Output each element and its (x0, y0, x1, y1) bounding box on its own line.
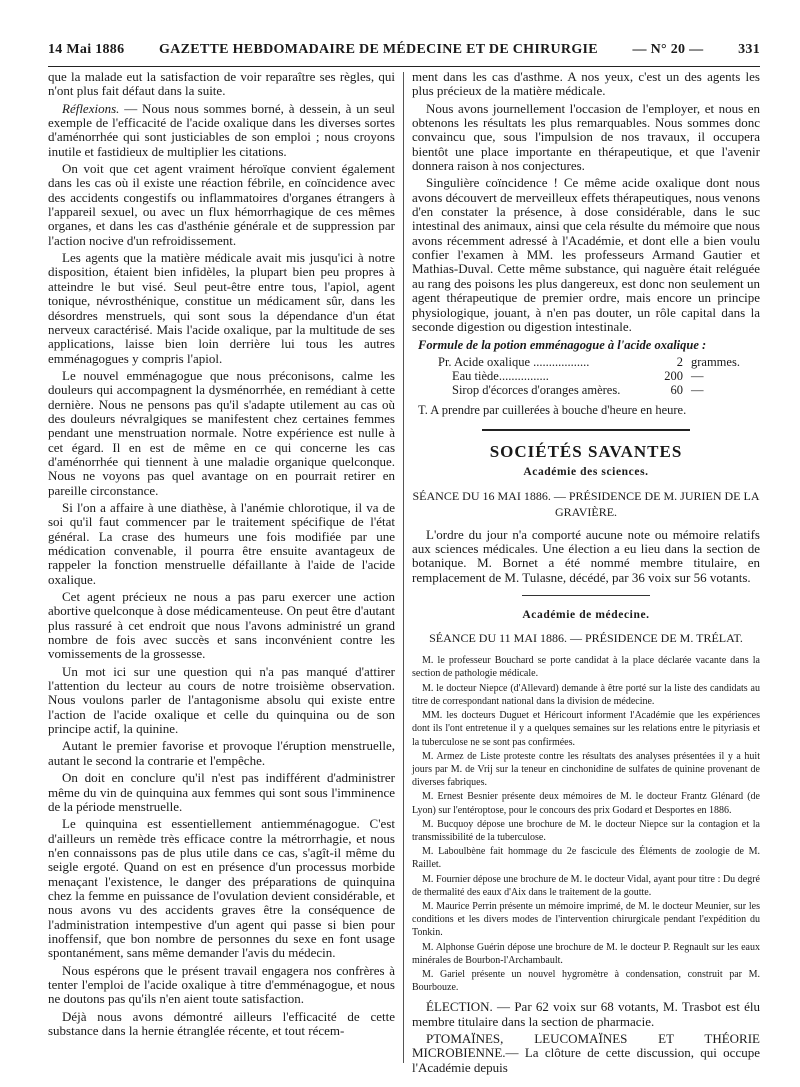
paragraph: Cet agent précieux ne nous a pas paru exercer une action abortive quelconque à dose médicamenteuse. On peut être d'autant plus rassuré à cet endroit que nous l'avons administré un grand nombre de fois avec succès et sans inconvénient contre les vomissements de la grossesse. (48, 589, 395, 662)
formula-note: T. A prendre par cuillerées à bouche d'heure en heure. (418, 402, 687, 417)
formula-unit: grammes. (691, 354, 740, 369)
formula-unit: — (691, 368, 704, 383)
section-title: SOCIÉTÉS SAVANTES (489, 441, 683, 461)
column-divider (403, 72, 404, 1063)
header-date: 14 Mai 1886 (48, 42, 125, 57)
minutes-entry: M. Gariel présente un nouvel hygromètre à condensation, construit par M. Bourbouze. (412, 968, 760, 994)
left-column (48, 70, 395, 1067)
paragraph: Autant le premier favorise et provoque l'éruption menstruelle, autant le second la contrarie et l'empêche. (48, 738, 395, 768)
paragraph: Nous espérons que le présent travail engagera nos confrères à tenter l'emploi de l'acide oxalique à titre d'emménagogue, et nous ne doutons pas qu'ils n'en aient toute satisfaction. (48, 962, 395, 1007)
formula-item: Pr. Acide oxalique .................. (438, 354, 590, 369)
seance-heading: SÉANCE DU 11 MAI 1886. — PRÉSIDENCE DE M. TRÉLAT. (429, 631, 743, 646)
header-page-number: 331 (738, 42, 760, 57)
formula-table (438, 355, 760, 397)
reflexions-label: Réflexions. (62, 100, 120, 116)
minutes-entry: M. Fournier dépose une brochure de M. le docteur Vidal, ayant pour titre : Du degré de thermalité des eaux d'Aix dans le traitement de la goutte. (412, 873, 760, 898)
minutes-entry: M. Alphonse Guérin dépose une brochure de M. le docteur P. Regnault sur les eaux minérales de Bourbon-l'Archambault. (412, 941, 760, 966)
formula-row (438, 355, 760, 369)
paragraph: L'ordre du jour n'a comporté aucune note ou mémoire relatifs aux sciences médicales. Une élection a eu lieu dans la section de botanique. M. Bornet a été nommé membre titulaire, en remplacement de M. Tulasne, décédé, par 36 voix sur 56 votants. (412, 526, 760, 585)
right-column (412, 69, 760, 1075)
paragraph: Si l'on a affaire à une diathèse, à l'anémie chlorotique, il va de soi qu'il faut commencer par le traitement spécifique de l'état général. La crase des humeurs une fois modifiée par une médication convenable, il pourra être ensuite avantageux de rappeler la fonction menstruelle défaillante à l'aide de l'acide oxalique. (48, 499, 395, 587)
minutes-entry: M. le docteur Niepce (d'Allevard) demande à être porté sur la liste des candidats au titre de correspondant national dans la division de médecine. (412, 682, 760, 707)
paragraph: Le nouvel emménagogue que nous préconisons, calme les douleurs qui accompagnent la dysménorrhée, en remédiant à cette dernière. Nous ne pensons pas qu'il s'adapte utilement au cas où des douleurs névralgiques se manifestent chez certaines femmes pendant une menstruation normale. Notre expérience est nulle à cet égard. Il en est de même en ce qui concerne les cas d'aménorrhée qui tiennent à une maladie organique quelconque. Nous ne voyons pas quel avantage on en pourrait retirer en pareille circonstance. (48, 367, 395, 498)
seance-heading: SÉANCE DU 16 MAI 1886. — PRÉSIDENCE DE M. JURIEN DE LA GRAVIÈRE. (412, 488, 760, 519)
section-rule (482, 429, 690, 431)
header-rule (48, 66, 760, 67)
formula-qty: 60 (670, 382, 683, 397)
header-issue-number: — N° 20 — (632, 42, 704, 57)
minutes-entry: M. Maurice Perrin présente un mémoire imprimé, de M. le docteur Meunier, sur les conditions et les divers modes de l'intervention chirurgicale pendant l'expédition du Tonkin. (412, 900, 760, 939)
minutes-entry: M. Bucquoy dépose une brochure de M. le docteur Niepce sur la contagion et la transmissibilité de la tuberculose. (412, 818, 760, 843)
paragraph: Singulière coïncidence ! Ce même acide oxalique dont nous avons découvert de merveilleux effets thérapeutiques, nous venons d'en constater la présence, à dose considérable, dans le suc intestinal des animaux, ainsi que cela résulte du mémoire que nous avons récemment adressé à l'Académie, et dont elle a bien voulu confier l'examen à MM. les professeurs Armand Gautier et Mathias-Duval. Cette même substance, qui naguère était reléguée au rang des poisons les plus dangereux, est donc non seulement un agent thérapeutique de premier ordre, mais encore un principe physiologique, jouant, à n'en pas douter, un rôle capital dans la seconde digestion ou digestion intestinale. (412, 175, 760, 334)
reflexions-text: — Nous nous sommes borné, à dessein, à un seul exemple de l'efficacité de l'acide oxalique dans les diverses sortes d'aménorrhée qui sont justiciables de son emploi ; nous croyons inutile et fastidieux de multiplier les citations. (48, 100, 395, 159)
minutes-entry: M. Ernest Besnier présente deux mémoires de M. le docteur Frantz Glénard (de Lyon) sur l'entéroptose, pour le concours des prix Godard et Desportes en 1886. (412, 791, 760, 816)
subsection-title: Académie de médecine. (522, 608, 650, 621)
header-title: GAZETTE HEBDOMADAIRE DE MÉDECINE ET DE CHIRURGIE (159, 42, 598, 57)
formula-item: Eau tiède................ (452, 368, 549, 383)
minutes-entry: M. le professeur Bouchard se porte candidat à la place déclarée vacante dans la section de pathologie médicale. (412, 655, 760, 680)
paragraph: Un mot ici sur une question qui n'a pas manqué d'attirer l'attention du lecteur au cours de notre troisième observation. Nous voulons parler de l'antagonisme absolu qui existe entre l'action de l'acide oxalique et celle du quinquina ou de son principe actif, la quinine. (48, 663, 395, 737)
formula-qty: 2 (676, 354, 683, 369)
formula-row (438, 369, 760, 383)
running-header (48, 42, 760, 64)
paragraph: Nous avons journellement l'occasion de l'employer, et nous en obtenons les résultats les plus remarquables. Nous sommes donc convaincu que, sous l'impulsion de nos travaux, il occupera bientôt une place importante en thérapeutique, et que l'avenir donnera raison à nos conjectures. (412, 100, 760, 174)
minutes-entry: M. Armez de Liste proteste contre les résultats des analyses présentées il y a huit jours par M. de Vrij sur la teneur en cinchonidine de sulfates de quinine provenant de diverses fabriques. (412, 750, 760, 789)
paragraph-reflexions (48, 102, 395, 159)
formula-item: Sirop d'écorces d'oranges amères. (452, 382, 621, 397)
paragraph: Le quinquina est essentiellement antiemménagogue. C'est d'ailleurs un remède très efficace contre la métrorrhagie, et nous n'en connaissons pas de plus utile dans ce cas, s'agît-il même du seigle ergoté. Quand on est en présence d'un processus morbide menaçant l'existence, le danger des préparations de quinquina chez la femme en puissance de l'ovulation devient considérable, et nous avons vu des accidents graves être la conséquence de l'administration intempestive d'un agent qui passe si bien pour inoffensif, que bon nombre de personnes du sexe en font usage spontanément, sans même demander l'avis du médecin. (48, 816, 395, 961)
formula-qty: 200 (664, 368, 683, 383)
paragraph-election: ÉLECTION. — Par 62 voix sur 68 votants, M. Trasbot est élu membre titulaire dans la section de pharmacie. (412, 999, 760, 1029)
paragraph: On doit en conclure qu'il n'est pas indifférent d'administrer même du vin de quinquina aux femmes qui sont sous l'imminence de la période menstruelle. (48, 770, 395, 814)
paragraph: Déjà nous avons démontré ailleurs l'efficacité de cette substance dans la hernie étranglée récente, et tout récem- (48, 1008, 395, 1038)
paragraph-ptomaines: PTOMAÏNES, LEUCOMAÏNES ET THÉORIE MICROBIENNE.— La clôture de cette discussion, qui occupe l'Académie depuis (412, 1031, 760, 1075)
formula-unit: — (691, 382, 704, 397)
formula-title: Formule de la potion emménagogue à l'acide oxalique : (418, 338, 707, 353)
paragraph: Les agents que la matière médicale avait mis jusqu'ici à notre disposition, étaient bien infidèles, la plupart bien peu propres à atteindre le but visé. Seul peut-être entre tous, l'apiol, agent tonique, névrosthénique, constitue un médicament sûr, dans les désordres menstruels, qui sont sous la dépendance d'un état nerveux caractérisé. Mais l'acide oxalique, par la multitude de ses applications, laisse bien loin derrière lui tous les autres emménagogues y compris l'apiol. (48, 250, 395, 366)
paragraph: ment dans les cas d'asthme. A nos yeux, c'est un des agents les plus précieux de la matière médicale. (412, 69, 760, 99)
subsection-rule (522, 595, 650, 596)
minutes-entry: MM. les docteurs Duguet et Héricourt informent l'Académie que les expériences dont ils l'ont entretenue il y a quelques semaines sur les relations entre le pityriasis et la tuberculose ne se sont pas confirmées. (412, 710, 760, 748)
formula-row (438, 383, 760, 397)
paragraph: On voit que cet agent vraiment héroïque convient également dans les cas où il existe une réaction fébrile, en coïncidence avec des accidents congestifs ou inflammatoires d'organes étrangers à l'appareil sexuel, ou avec un flux hémorrhagique de ces mêmes organes, et dans les cas d'asthénie générale et de suppression par l'action nocive d'un refroidissement. (48, 161, 395, 248)
subsection-title: Académie des sciences. (523, 466, 649, 479)
minutes-entry: M. Laboulbène fait hommage du 2e fascicule des Éléments de zoologie de M. Raillet. (412, 846, 760, 871)
paragraph: que la malade eut la satisfaction de voir reparaître ses règles, qui n'ont plus fait défaut dans la suite. (48, 69, 395, 99)
